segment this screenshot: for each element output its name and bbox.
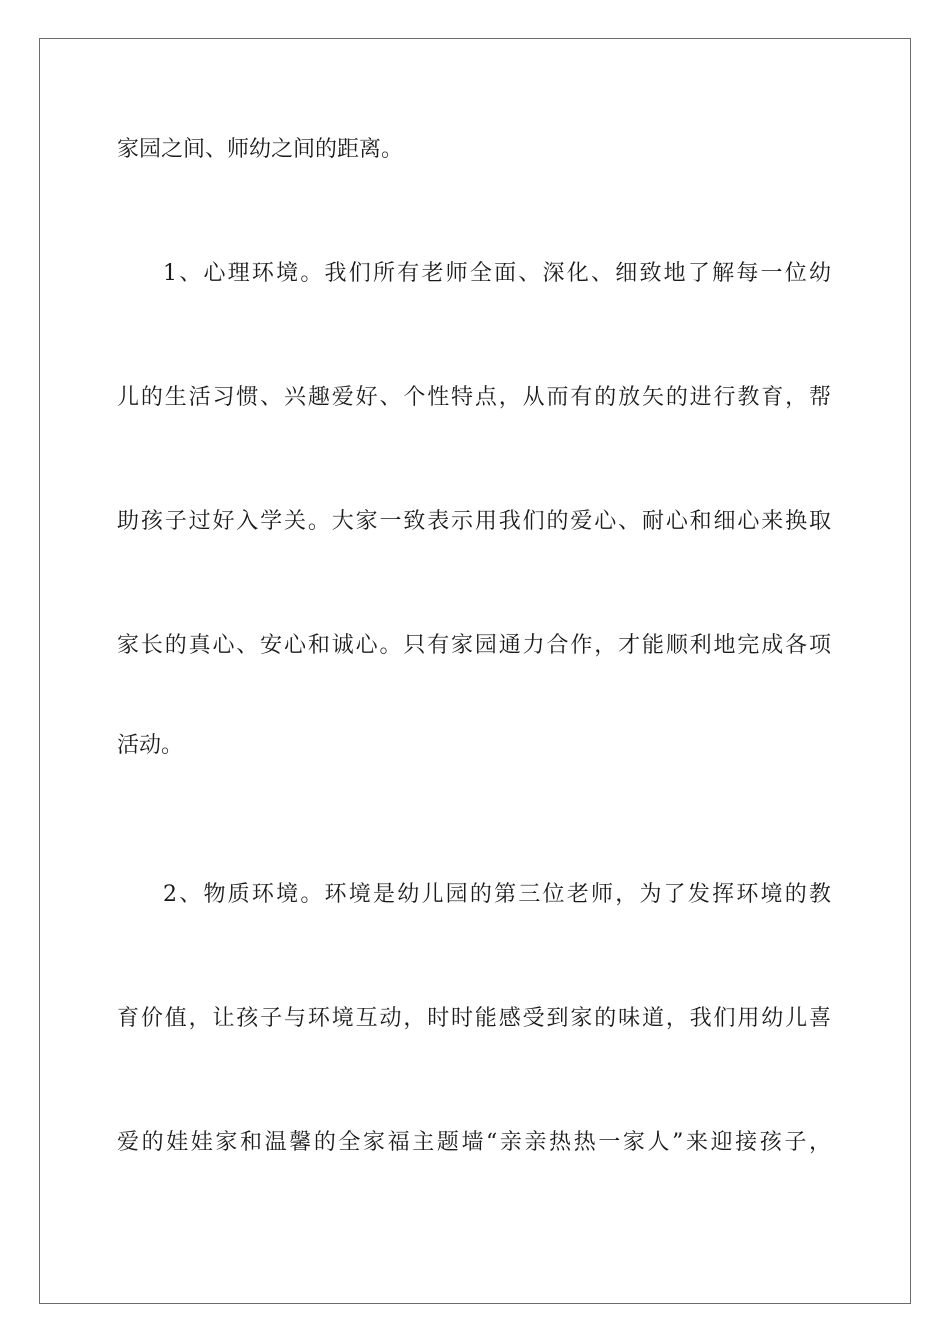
- text-line: 家园之间、师幼之间的距离。: [117, 137, 404, 162]
- text-line: 育价值，让孩子与环境互动，时时能感受到家的味道，我们用幼儿喜: [117, 1006, 831, 1031]
- text-line: 爱的娃娃家和温馨的全家福主题墙“亲亲热热一家人”来迎接孩子，: [117, 1130, 831, 1155]
- text-line: 活动。: [117, 733, 184, 758]
- text-line: 儿的生活习惯、兴趣爱好、个性特点，从而有的放矢的进行教育，帮: [117, 385, 831, 410]
- text-line: 助孩子过好入学关。大家一致表示用我们的爱心、耐心和细心来换取: [117, 509, 831, 534]
- paragraph-heading-line: 2、物质环境。环境是幼儿园的第三位老师，为了发挥环境的教: [163, 882, 831, 907]
- paragraph-heading-line: 1、心理环境。我们所有老师全面、深化、细致地了解每一位幼: [163, 261, 831, 286]
- text-line: 家长的真心、安心和诚心。只有家园通力合作，才能顺利地完成各项: [117, 633, 831, 658]
- page-border: [39, 38, 911, 1304]
